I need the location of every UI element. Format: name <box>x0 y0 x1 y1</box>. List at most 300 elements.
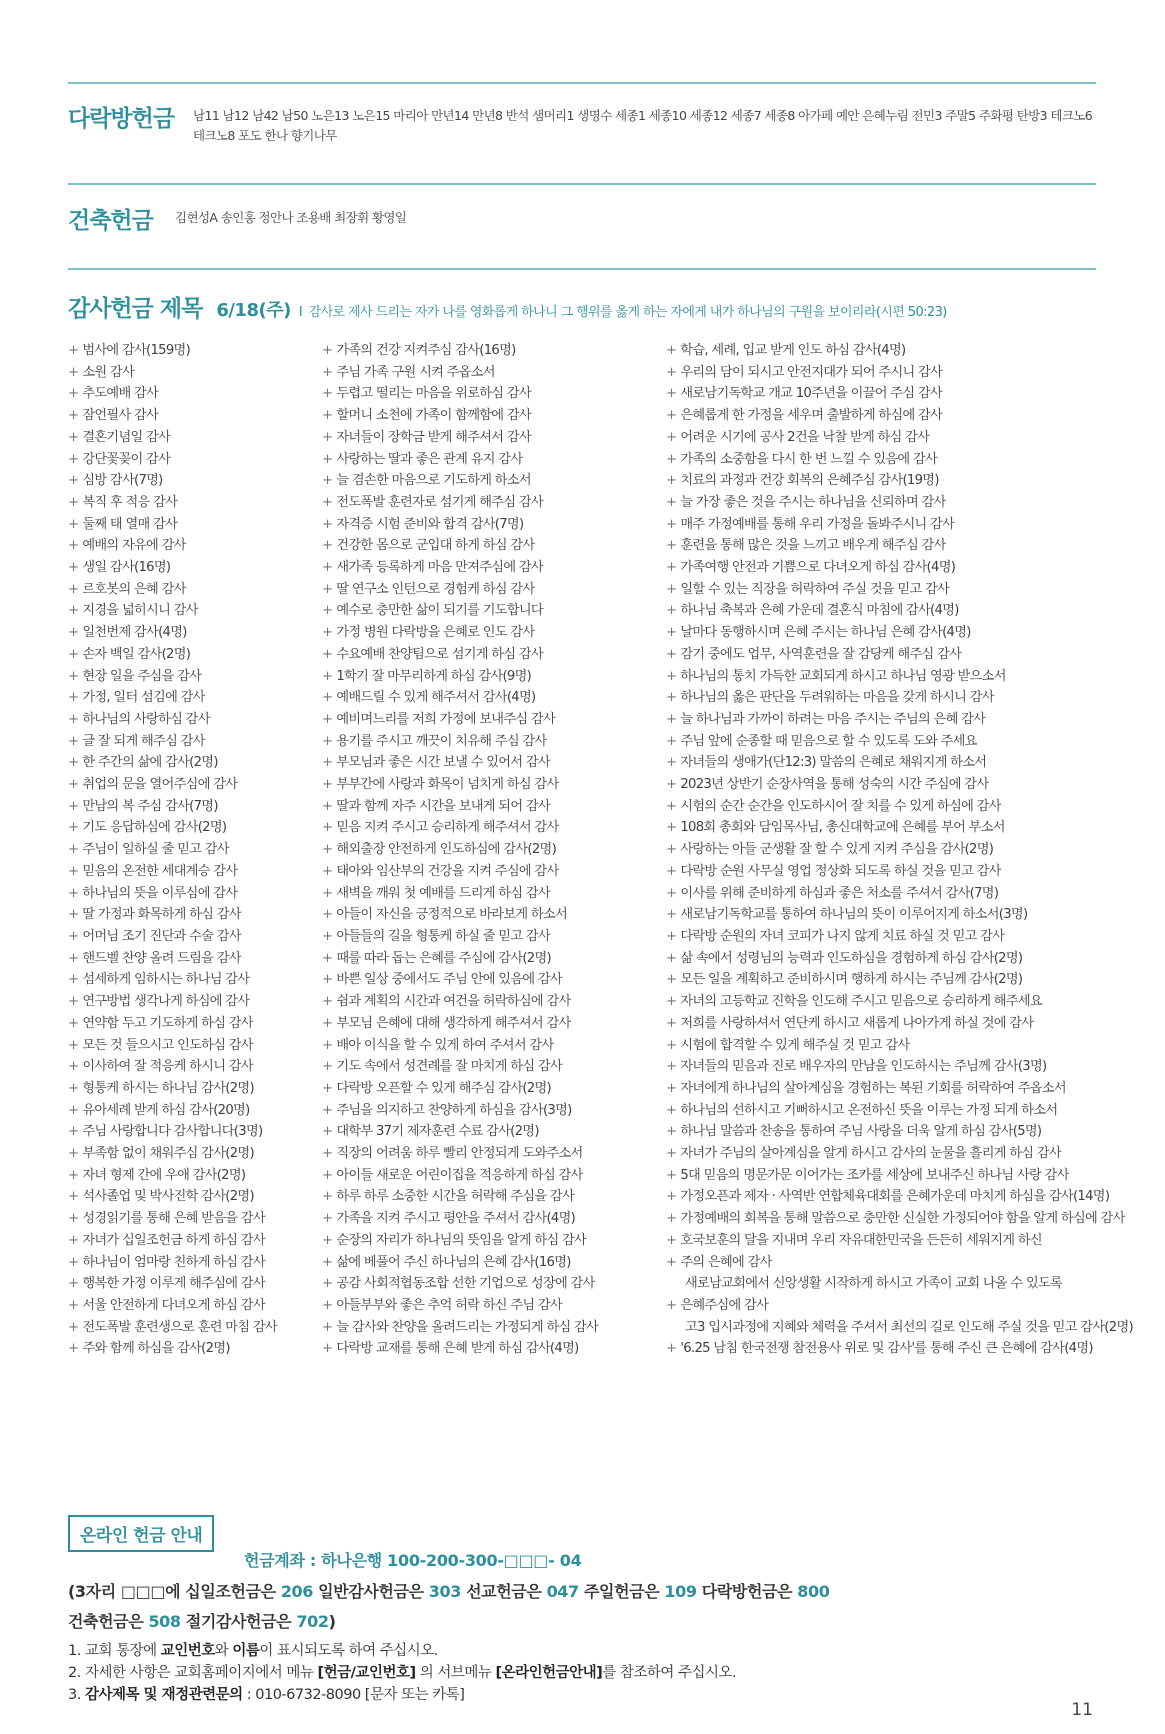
thanks-item <box>666 644 1133 666</box>
offering-codes <box>68 1577 1108 1637</box>
plus-icon: + <box>68 820 79 836</box>
plus-icon: + <box>322 473 333 489</box>
thanks-item <box>666 817 1133 839</box>
note-bold: 감사제목 및 재정관련문의 <box>84 1687 243 1703</box>
thanks-item <box>322 883 598 905</box>
thanks-item-text: 날마다 동행하시며 은혜 주시는 하나님 은혜 감사(4명) <box>680 625 971 641</box>
note-text: 의 서브메뉴 <box>415 1665 496 1681</box>
thanks-item <box>68 1013 277 1035</box>
thanks-item <box>666 470 1133 492</box>
plus-icon: + <box>68 625 79 641</box>
plus-icon: + <box>322 928 333 944</box>
thanks-item-text: 다락방 오픈할 수 있게 해주심 감사(2명) <box>336 1080 551 1096</box>
thanks-item <box>322 774 598 796</box>
thanks-item-text: 배아 이식을 할 수 있게 하여 주셔서 감사 <box>336 1037 554 1053</box>
thanks-item-text: 가족의 소중함을 다시 한 번 느낄 수 있음에 감사 <box>680 451 938 467</box>
note-bold: 교인번호 <box>160 1643 215 1659</box>
thanks-item-text: 수요예배 찬양팀으로 섬기게 하심 감사 <box>336 646 543 662</box>
thanks-item <box>666 340 1133 362</box>
thanks-item <box>68 926 277 948</box>
plus-icon: + <box>666 429 677 445</box>
thanks-item <box>666 709 1133 731</box>
thanks-item <box>322 1208 598 1230</box>
thanks-item <box>68 1230 277 1252</box>
thanks-item-text: 연구방법 생각나게 하심에 감사 <box>82 994 250 1010</box>
plus-icon: + <box>322 820 333 836</box>
plus-icon: + <box>68 690 79 706</box>
thanks-item <box>666 1013 1133 1035</box>
thanks-item-text: 5대 믿음의 명문가문 이어가는 조카를 세상에 보내주신 하나님 사랑 감사 <box>680 1167 1069 1183</box>
thanks-item <box>68 427 277 449</box>
thanks-item <box>68 752 277 774</box>
code-sunday: 109 <box>664 1582 697 1601</box>
note-1 <box>68 1640 736 1662</box>
plus-icon: + <box>666 538 677 554</box>
thanks-item-text: 기도 응답하심에 감사(2명) <box>82 820 227 836</box>
thanks-item <box>322 1273 598 1295</box>
thanks-item-text: 늘 하나님과 가까이 하려는 마음 주시는 주님의 은혜 감사 <box>680 711 986 727</box>
thanks-item-text: 하나님의 통치 가득한 교회되게 하시고 하나님 영광 받으소서 <box>680 668 1006 684</box>
plus-icon: + <box>322 798 333 814</box>
thanks-item <box>322 514 598 536</box>
note-text: : 010-6732-8090 [문자 또는 카톡] <box>242 1687 465 1703</box>
plus-icon: + <box>322 1037 333 1053</box>
thanks-item <box>666 774 1133 796</box>
plus-icon: + <box>666 755 677 771</box>
plus-icon: + <box>322 1124 333 1140</box>
thanks-item <box>322 383 598 405</box>
plus-icon: + <box>68 798 79 814</box>
thanks-item-text: 둘째 태 열매 감사 <box>82 516 178 532</box>
plus-icon: + <box>68 408 79 424</box>
thanks-column-2 <box>322 340 598 1360</box>
plus-icon: + <box>666 820 677 836</box>
thanks-item-text: 지경을 넓히시니 감사 <box>82 603 198 619</box>
plus-icon: + <box>68 451 79 467</box>
thanks-item-text: 해외출장 안전하게 인도하심에 감사(2명) <box>336 842 557 858</box>
plus-icon: + <box>666 494 677 510</box>
thanks-item-text: 자녀들의 생애가(단12:3) 말씀의 은혜로 채워지게 하소서 <box>680 755 987 771</box>
thanks-item-text: 쉼과 계획의 시간과 여건을 허락하심에 감사 <box>336 994 571 1010</box>
plus-icon: + <box>68 1276 79 1292</box>
plus-icon: + <box>68 842 79 858</box>
thanks-item <box>68 1143 277 1165</box>
thanks-item-text: 늘 감사와 찬양을 올려드리는 가정되게 하심 감사 <box>336 1319 599 1335</box>
thanks-item <box>322 687 598 709</box>
thanks-item-text: 이사하여 잘 적응케 하시니 감사 <box>82 1059 253 1075</box>
plus-icon: + <box>322 690 333 706</box>
thanks-item <box>322 969 598 991</box>
divider-building <box>68 183 1096 185</box>
codes-text: 선교헌금은 <box>460 1582 547 1601</box>
thanks-item <box>666 883 1133 905</box>
thanks-item <box>666 1338 1133 1360</box>
thanks-item-text: 대학부 37기 제자훈련 수료 감사(2명) <box>336 1124 539 1140</box>
darakbang-line1: 남11 남12 남42 남50 노은13 노은15 마리아 만년14 만년8 반석 샘머리1 생명수 세종1 세종10 세종12 세종7 세종8 아가페 예안 은혜누림 전민3 주말5 주화평 탄방3 테크노6 <box>193 108 1093 123</box>
thanks-item <box>322 904 598 926</box>
thanks-item-text: 훈련을 통해 많은 것을 느끼고 배우게 해주심 감사 <box>680 538 946 554</box>
thanks-item-text: 늘 겸손한 마음으로 기도하게 하소서 <box>336 473 531 489</box>
plus-icon: + <box>68 343 79 358</box>
plus-icon: + <box>68 1232 79 1248</box>
plus-icon: + <box>666 842 677 858</box>
plus-icon: + <box>68 538 79 554</box>
plus-icon: + <box>322 1059 333 1075</box>
thanks-item-text: 범사에 감사(159명) <box>82 343 191 358</box>
thanks-item-text: 손자 백일 감사(2명) <box>82 646 191 662</box>
thanks-item <box>68 666 277 688</box>
plus-icon: + <box>666 863 677 879</box>
thanks-item <box>666 1078 1133 1100</box>
note-bold: 이름 <box>232 1643 260 1659</box>
thanks-item <box>322 492 598 514</box>
online-notes <box>68 1640 736 1706</box>
thanks-date: 6/18(주) <box>216 300 291 321</box>
thanks-item-text: 서울 안전하게 다녀오게 하심 감사 <box>82 1297 265 1313</box>
plus-icon: + <box>68 1102 79 1118</box>
thanks-item-text: 직장의 어려움 하루 빨리 안정되게 도와주소서 <box>336 1146 583 1162</box>
thanks-item-text: 섬세하게 임하시는 하나님 감사 <box>82 972 250 988</box>
thanks-item-text: 할머니 소천에 가족이 함께함에 감사 <box>336 408 531 424</box>
plus-icon: + <box>322 408 333 424</box>
thanks-item-text: 모든 일을 계획하고 준비하시며 행하게 하시는 주님께 감사(2명) <box>680 972 1023 988</box>
plus-icon: + <box>666 885 677 901</box>
darakbang-line2: 테크노8 포도 한나 향기나무 <box>193 128 337 143</box>
plus-icon: + <box>322 646 333 662</box>
thanks-item-text: 일천번제 감사(4명) <box>82 625 187 641</box>
plus-icon: + <box>322 1211 333 1227</box>
thanks-item-text: 태아와 임산부의 건강을 지켜 주심에 감사 <box>336 863 559 879</box>
thanks-item <box>68 839 277 861</box>
thanks-item-text: 부부간에 사랑과 화목이 넘치게 하심 감사 <box>336 777 559 793</box>
plus-icon: + <box>666 777 677 793</box>
thanks-item <box>322 405 598 427</box>
thanks-item-text: 늘 가장 좋은 것을 주시는 하나님을 신뢰하며 감사 <box>680 494 946 510</box>
thanks-item-text: 하나님의 옳은 판단을 두려워하는 마음을 갖게 하시니 감사 <box>680 690 994 706</box>
thanks-item-text: 주와 함께 하심을 감사(2명) <box>82 1341 230 1357</box>
thanks-separator: I <box>298 305 303 320</box>
thanks-item-text: 주님 사랑합니다 감사합니다(3명) <box>82 1124 263 1140</box>
thanks-item-text: 딸 가정과 화목하게 하심 감사 <box>82 907 241 923</box>
thanks-item-text: 예수로 충만한 삶이 되기를 기도합니다 <box>336 603 543 619</box>
plus-icon: + <box>322 711 333 727</box>
thanks-item <box>68 1121 277 1143</box>
thanks-item-text: 공감 사회적협동조합 선한 기업으로 성장에 감사 <box>336 1276 595 1292</box>
thanks-item-text: 심방 감사(7명) <box>82 473 163 489</box>
thanks-item-text: 가족여행 안전과 기쁨으로 다녀오게 하심 감사(4명) <box>680 560 956 576</box>
code-general: 303 <box>428 1582 461 1601</box>
plus-icon: + <box>666 1124 677 1140</box>
thanks-item-text: 하나님의 사랑하심 감사 <box>82 711 210 727</box>
thanks-item <box>68 948 277 970</box>
plus-icon: + <box>666 798 677 814</box>
plus-icon: + <box>68 429 79 445</box>
account-number: 헌금계좌 : 하나은행 100-200-300-□□□- 04 <box>244 1551 582 1570</box>
plus-icon: + <box>68 386 79 402</box>
thanks-item-text: 사랑하는 아들 군생활 잘 할 수 있게 지켜 주심을 감사(2명) <box>680 842 994 858</box>
thanks-item-text: 삶에 베풀어 주신 하나님의 은혜 감사(16명) <box>336 1254 571 1270</box>
note-text: 이 표시되도록 하여 주십시오. <box>259 1643 438 1659</box>
thanks-item <box>666 948 1133 970</box>
plus-icon: + <box>666 581 677 597</box>
plus-icon: + <box>68 733 79 749</box>
plus-icon: + <box>666 1037 677 1053</box>
thanks-item-text: 자녀가 십일조헌금 하게 하심 감사 <box>82 1232 265 1248</box>
thanks-item <box>666 1143 1133 1165</box>
thanks-item-text: 현장 일을 주심을 감사 <box>82 668 202 684</box>
note-3 <box>68 1684 736 1706</box>
plus-icon: + <box>68 972 79 988</box>
thanks-item-text: 1학기 잘 마무리하게 하심 감사(9명) <box>336 668 532 684</box>
thanks-item <box>322 666 598 688</box>
thanks-item-text: 믿음의 온전한 세대계승 감사 <box>82 863 238 879</box>
thanks-item <box>322 1186 598 1208</box>
thanks-item-text: 만남의 복 주심 감사(7명) <box>82 798 218 814</box>
thanks-item <box>666 449 1133 471</box>
thanks-item <box>68 969 277 991</box>
codes-line-2 <box>68 1607 1108 1637</box>
thanks-item <box>666 362 1133 384</box>
thanks-item-text: 순장의 자리가 하나님의 뜻임을 알게 하심 감사 <box>336 1232 587 1248</box>
codes-text: ) <box>328 1612 336 1631</box>
thanks-item-text: 어려운 시기에 공사 2건을 낙찰 받게 하심 감사 <box>680 429 930 445</box>
thanks-item <box>322 861 598 883</box>
thanks-item <box>322 709 598 731</box>
thanks-item-text: 고3 입시과정에 지혜와 체력을 주셔서 최선의 길로 인도해 주실 것을 믿고 감사(2명) <box>685 1319 1133 1335</box>
plus-icon: + <box>322 625 333 641</box>
thanks-item-text: 용기를 주시고 깨끗이 치유해 주심 감사 <box>336 733 547 749</box>
thanks-item <box>322 470 598 492</box>
thanks-item <box>322 752 598 774</box>
thanks-item <box>322 449 598 471</box>
thanks-item-text: 강단꽃꽂이 감사 <box>82 451 171 467</box>
thanks-item-text: 은혜롭게 한 가정을 세우며 출발하게 하심에 감사 <box>680 408 943 424</box>
plus-icon: + <box>666 451 677 467</box>
thanks-item-text: 기도 속에서 성견례를 잘 마치게 하심 감사 <box>336 1059 562 1075</box>
plus-icon: + <box>68 1254 79 1270</box>
thanks-item <box>322 579 598 601</box>
code-building: 508 <box>148 1612 181 1631</box>
plus-icon: + <box>666 386 677 402</box>
thanks-item <box>68 904 277 926</box>
thanks-item-text: 행복한 가정 이루게 해주심에 감사 <box>82 1276 265 1292</box>
plus-icon: + <box>322 1319 333 1335</box>
plus-icon: + <box>68 777 79 793</box>
plus-icon: + <box>666 1297 677 1313</box>
plus-icon: + <box>322 1080 333 1096</box>
thanks-item <box>68 1208 277 1230</box>
thanks-item <box>666 666 1133 688</box>
thanks-item <box>68 883 277 905</box>
thanks-item <box>322 1143 598 1165</box>
plus-icon: + <box>322 1297 333 1313</box>
thanks-item <box>666 1165 1133 1187</box>
plus-icon: + <box>68 863 79 879</box>
plus-icon: + <box>322 603 333 619</box>
thanks-item <box>68 861 277 883</box>
note-text: 와 <box>214 1643 233 1659</box>
thanks-item <box>68 1035 277 1057</box>
building-title: 건축헌금 <box>68 208 153 234</box>
thanks-item <box>322 1056 598 1078</box>
plus-icon: + <box>68 1341 79 1357</box>
plus-icon: + <box>322 364 333 380</box>
thanks-item <box>666 904 1133 926</box>
thanks-item <box>322 644 598 666</box>
thanks-item-text: 가족의 건강 지켜주심 감사(16명) <box>336 343 516 358</box>
plus-icon: + <box>68 1080 79 1096</box>
thanks-item <box>322 1100 598 1122</box>
plus-icon: + <box>666 1211 677 1227</box>
thanks-item-text: 가정 병원 다락방을 은혜로 인도 감사 <box>336 625 535 641</box>
thanks-item <box>666 752 1133 774</box>
thanks-item <box>666 861 1133 883</box>
thanks-item-text: 일할 수 있는 직장을 허락하여 주실 것을 믿고 감사 <box>680 581 950 597</box>
codes-text: 건축헌금은 <box>68 1612 149 1631</box>
thanks-item-text: 믿음 지켜 주시고 승리하게 해주셔서 감사 <box>336 820 559 836</box>
plus-icon: + <box>666 1015 677 1031</box>
plus-icon: + <box>666 950 677 966</box>
plus-icon: + <box>322 494 333 510</box>
plus-icon: + <box>666 1146 677 1162</box>
plus-icon: + <box>322 1254 333 1270</box>
thanks-item <box>666 1252 1133 1274</box>
thanks-item-text: 르호봇의 은혜 감사 <box>82 581 186 597</box>
plus-icon: + <box>322 1015 333 1031</box>
thanks-item-text: 전도폭발 훈련자로 섬기게 해주심 감사 <box>336 494 543 510</box>
darakbang-groups <box>193 106 1092 146</box>
thanks-item-text: 가정예배의 회복을 통해 말씀으로 충만한 신실한 가정되어야 함을 알게 하심에 감사 <box>680 1211 1125 1227</box>
thanks-item <box>68 340 277 362</box>
thanks-item-text: 취업의 문을 열어주심에 감사 <box>82 777 238 793</box>
thanks-item <box>666 991 1133 1013</box>
thanks-item-text: 2023년 상반기 순장사역을 통해 성숙의 시간 주심에 감사 <box>680 777 989 793</box>
plus-icon: + <box>322 538 333 554</box>
thanks-item-text: 새로남교회에서 신앙생활 시작하게 하시고 가족이 교회 나올 수 있도록 <box>685 1276 1063 1292</box>
plus-icon: + <box>666 907 677 923</box>
thanks-item <box>68 470 277 492</box>
plus-icon: + <box>68 1189 79 1205</box>
plus-icon: + <box>666 343 677 358</box>
thanks-item <box>666 1186 1133 1208</box>
divider-top <box>68 82 1096 84</box>
thanks-item-text: 자녀들의 믿음과 진로 배우자의 만남을 인도하시는 주님께 감사(3명) <box>680 1059 1047 1075</box>
thanks-item-text: 하나님의 뜻을 이루심에 감사 <box>82 885 238 901</box>
codes-text: (3자리 □□□에 십일조헌금은 <box>68 1582 281 1601</box>
plus-icon: + <box>68 560 79 576</box>
plus-icon: + <box>322 1189 333 1205</box>
thanks-item-text: 하나님의 선하시고 기뻐하시고 온전하신 뜻을 이루는 가정 되게 하소서 <box>680 1102 1058 1118</box>
thanks-item <box>666 492 1133 514</box>
plus-icon: + <box>666 928 677 944</box>
thanks-item <box>666 1317 1133 1339</box>
thanks-item <box>322 1035 598 1057</box>
thanks-item <box>322 1338 598 1360</box>
thanks-item-text: 새로남기독학교를 통하여 하나님의 뜻이 이루어지게 하소서(3명) <box>680 907 1028 923</box>
plus-icon: + <box>68 950 79 966</box>
plus-icon: + <box>666 1059 677 1075</box>
plus-icon: + <box>322 386 333 402</box>
note-text: 1. 교회 통장에 <box>68 1643 161 1659</box>
plus-icon: + <box>68 928 79 944</box>
thanks-item-text: 복직 후 적응 감사 <box>82 494 178 510</box>
thanks-item-text: 가족을 지켜 주시고 평안을 주셔서 감사(4명) <box>336 1211 576 1227</box>
plus-icon: + <box>322 1102 333 1118</box>
plus-icon: + <box>666 408 677 424</box>
plus-icon: + <box>68 581 79 597</box>
plus-icon: + <box>68 1015 79 1031</box>
thanks-item-text: 은혜주심에 감사 <box>680 1297 769 1313</box>
plus-icon: + <box>666 1341 677 1357</box>
thanks-item <box>322 1013 598 1035</box>
thanks-item <box>68 1078 277 1100</box>
thanks-item-text: 저희를 사랑하셔서 연단케 하시고 새롭게 나아가게 하실 것에 감사 <box>680 1015 1034 1031</box>
thanks-item <box>68 1186 277 1208</box>
code-mission: 047 <box>546 1582 579 1601</box>
thanks-item <box>666 600 1133 622</box>
thanks-item <box>322 1295 598 1317</box>
code-darak: 800 <box>797 1582 830 1601</box>
thanks-item-text: 부모님과 좋은 시간 보낼 수 있어서 감사 <box>336 755 550 771</box>
plus-icon: + <box>666 690 677 706</box>
plus-icon: + <box>666 711 677 727</box>
thanks-item <box>68 644 277 666</box>
plus-icon: + <box>322 560 333 576</box>
thanks-item-text: 자녀의 고등학교 진학을 인도해 주시고 믿음으로 승리하게 해주세요 <box>680 994 1042 1010</box>
plus-icon: + <box>666 1102 677 1118</box>
plus-icon: + <box>322 1276 333 1292</box>
thanks-item <box>322 817 598 839</box>
plus-icon: + <box>68 646 79 662</box>
plus-icon: + <box>666 1080 677 1096</box>
plus-icon: + <box>322 885 333 901</box>
thanks-item-text: 주님 가족 구원 시켜 주옵소서 <box>336 364 495 380</box>
thanks-item-text: 때를 따라 돕는 은혜를 주심에 감사(2명) <box>336 950 551 966</box>
thanks-item <box>68 405 277 427</box>
plus-icon: + <box>68 516 79 532</box>
thanks-header <box>68 290 1108 323</box>
plus-icon: + <box>68 755 79 771</box>
thanks-item-text: 딸과 함께 자주 시간을 보내게 되어 감사 <box>336 798 550 814</box>
thanks-column-3 <box>666 340 1133 1360</box>
plus-icon: + <box>322 343 333 358</box>
plus-icon: + <box>68 1319 79 1335</box>
thanks-item-text: 하루 하루 소중한 시간을 허락해 주심을 감사 <box>336 1189 575 1205</box>
thanks-item-text: 결혼기념일 감사 <box>82 429 171 445</box>
thanks-item-text: '6.25 남침 한국전쟁 참전용사 위로 및 감사'를 통해 주신 큰 은혜에 감사(4명) <box>680 1341 1093 1357</box>
thanks-verse: 감사로 제사 드리는 자가 나를 영화롭게 하나니 그 행위를 옳게 하는 자에게 내가 하나님의 구원을 보이리라(시편 50:23) <box>308 305 947 320</box>
plus-icon: + <box>666 516 677 532</box>
thanks-item-text: 하나님 축복과 은혜 가운데 결혼식 마침에 감사(4명) <box>680 603 959 619</box>
thanks-item-text: 건강한 몸으로 군입대 하게 하심 감사 <box>336 538 535 554</box>
note-text: 를 참조하여 주십시오. <box>602 1665 737 1681</box>
darakbang-title: 다락방헌금 <box>68 106 175 132</box>
thanks-item-text: 유아세례 받게 하심 감사(20명) <box>82 1102 250 1118</box>
plus-icon: + <box>322 451 333 467</box>
building-names: 김현성A 송인홍 정안나 조용배 최장휘 황영일 <box>175 210 407 225</box>
divider-thanks <box>68 268 1096 270</box>
thanks-item-text: 삶 속에서 성령님의 능력과 인도하심을 경험하게 하심 감사(2명) <box>680 950 1023 966</box>
thanks-item <box>666 1056 1133 1078</box>
thanks-item-text: 호국보훈의 달을 지내며 우리 자유대한민국을 든든히 세워지게 하신 <box>680 1232 1042 1248</box>
thanks-item <box>68 622 277 644</box>
thanks-item-text: 아들들의 길을 형통케 하실 줄 믿고 감사 <box>336 928 550 944</box>
thanks-item <box>68 1338 277 1360</box>
thanks-item-text: 부모님 은혜에 대해 생각하게 해주셔서 감사 <box>336 1015 571 1031</box>
plus-icon: + <box>666 603 677 619</box>
page-number: 11 <box>1071 1700 1093 1720</box>
thanks-item <box>68 1295 277 1317</box>
